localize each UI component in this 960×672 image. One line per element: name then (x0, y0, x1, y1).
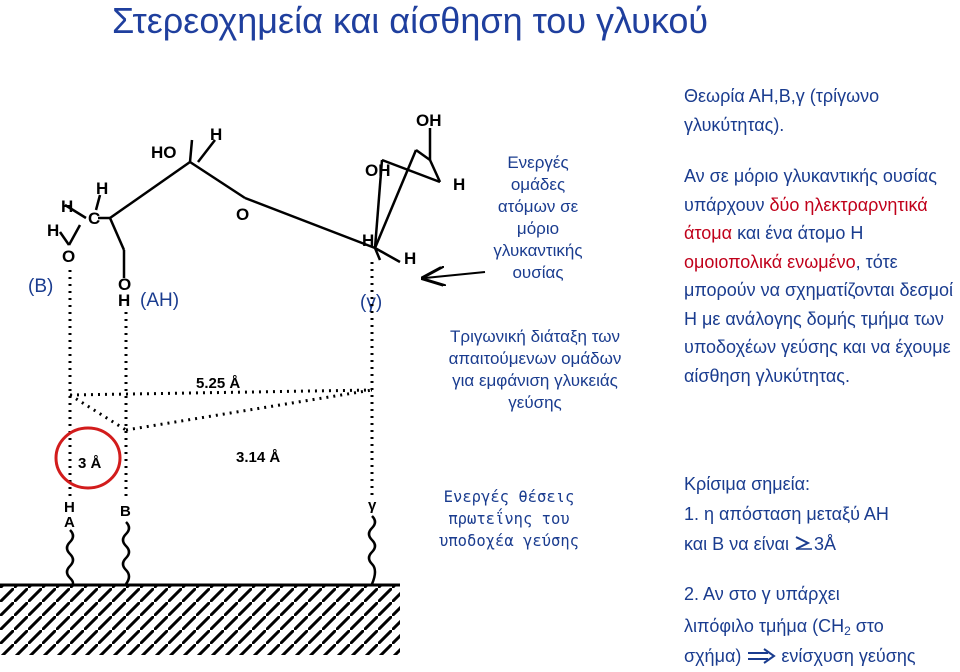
molecule-atoms (47, 111, 465, 310)
atom-h-left3: H (47, 221, 60, 240)
label-ah: (AH) (140, 290, 180, 311)
red-highlight-1: δύο ηλεκτραρνητικά άτομα (684, 194, 928, 243)
distance-3: 3 Å (78, 455, 102, 472)
critical-point-2c: σχήμα) ενίσχυση γεύσης (684, 646, 916, 666)
label-b: (B) (28, 276, 54, 297)
critical-point-1a: 1. η απόσταση μεταξύ ΑΗ (684, 504, 889, 524)
molecule-bonds (60, 128, 440, 278)
critical-points-heading: Κρίσιμα σημεία: (684, 474, 811, 494)
atom-oh-mid: OH (365, 161, 391, 180)
approx-arrow-icon (794, 535, 814, 551)
atom-oh-top: OH (416, 111, 442, 130)
red-highlight-2: ομοιοπολικά ενωμένο (684, 251, 856, 272)
label-gamma: (γ) (360, 292, 383, 313)
atom-c: C (88, 209, 101, 228)
page-title: Στερεοχημεία και αίσθηση του γλυκού (112, 0, 709, 41)
site-a-h: H (64, 499, 75, 516)
atom-h-right: H (453, 175, 466, 194)
label-active-groups: Ενεργές ομάδες ατόμων σε μόριο γλυκαντικής ουσίας (493, 153, 583, 282)
atom-h-left2: H (61, 197, 74, 216)
atom-o-ah: O (118, 275, 132, 294)
arrow-to-group (425, 272, 485, 278)
atom-ho: HO (151, 143, 177, 162)
atom-h-gamma: H (404, 249, 417, 268)
atom-h-mid: H (362, 231, 375, 250)
site-b: B (120, 503, 131, 520)
atom-h-left1: H (96, 179, 109, 198)
critical-point-2b: λιπόφιλο τμήμα ($CH_2$ στο (684, 616, 884, 638)
label-triangular-arrangement: Τριγωνική διάταξη των απαιτούμενων ομάδων για εμφάνιση γλυκειάς γεύσης (448, 327, 622, 412)
receptor-surface (0, 585, 400, 655)
atom-o-ring: O (236, 205, 250, 224)
site-gamma: γ (368, 497, 377, 514)
site-a-a: A (64, 514, 75, 531)
distance-5-25: 5.25 Å (196, 375, 241, 392)
theory-text: Θεωρία ΑΗ,Β,γ (τρίγωνο γλυκύτητας). (684, 86, 880, 135)
atom-h-top: H (210, 125, 223, 144)
triangle-dotted-lines (70, 390, 372, 430)
atom-h-ah: H (118, 291, 131, 310)
receptor-wavy-lines (67, 516, 375, 586)
implies-arrow-icon (746, 648, 776, 664)
atom-o-left: O (62, 247, 76, 266)
distance-3-14: 3.14 Å (236, 449, 281, 466)
paragraph-1: Αν σε μόριο γλυκαντικής ουσίας υπάρχουν δύο ηλεκτραρνητικά άτομα και ένα άτομο Η ομοιοπολικά ενωμένο, τότε μπορούν να σχηματίζονται δεσμοί Η με ανάλογης δομής τμήμα των υποδοχέων γεύσης και να έχουμε αίσθηση γλυκύτητας. (684, 166, 954, 386)
label-active-sites: Ενεργές θέσεις πρωτεΐνης του υποδοχέα γεύσης (439, 488, 579, 550)
critical-point-1b: και Β να είναι 3Å (684, 534, 837, 554)
critical-point-2a: 2. Αν στο γ υπάρχει (684, 584, 840, 604)
